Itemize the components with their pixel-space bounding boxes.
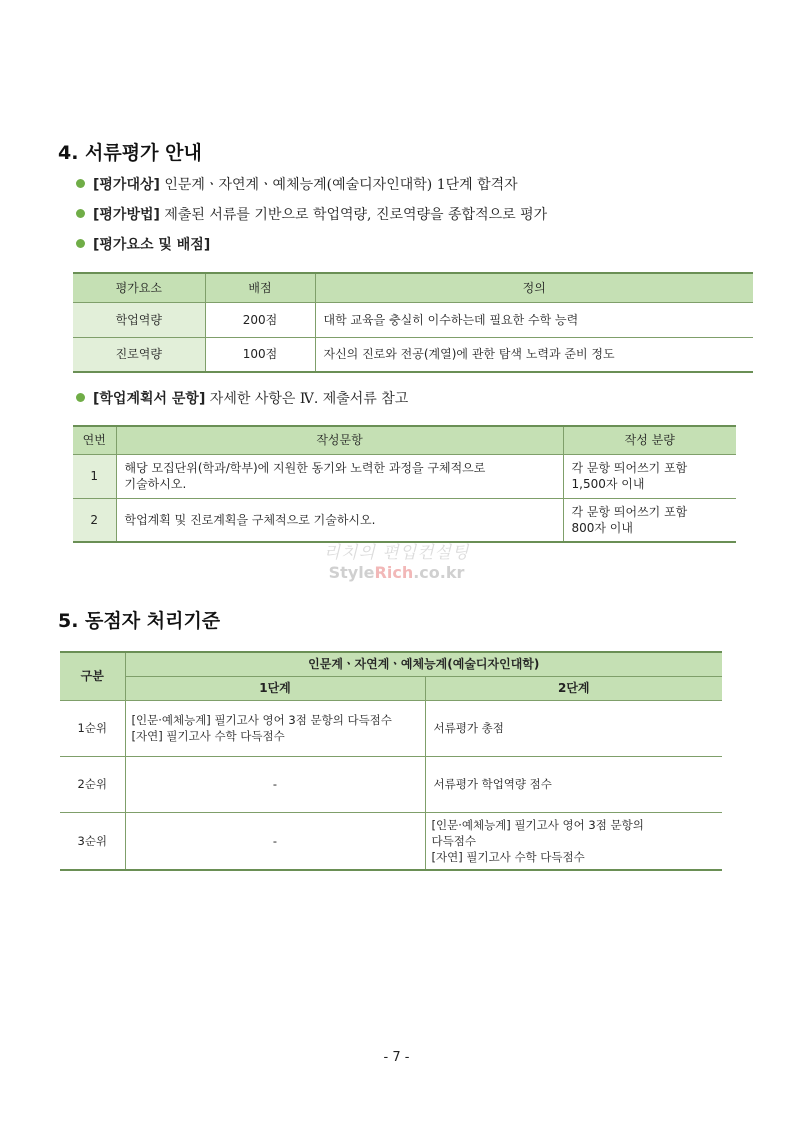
question-cell	[116, 498, 563, 542]
bullet-dot-icon	[76, 393, 85, 402]
tiebreak-table	[60, 651, 722, 871]
bullet-dot-icon	[76, 179, 85, 188]
table-row	[73, 337, 753, 372]
header-cell: 평가요소	[73, 273, 205, 302]
watermark-brand-a: Style	[328, 563, 375, 582]
bullet-study-plan	[76, 390, 408, 408]
question-cell	[116, 454, 563, 498]
bullet-key: [평가방법]	[93, 207, 160, 223]
header-cell: 작성문항	[116, 426, 563, 454]
number-cell: 1	[73, 454, 116, 498]
stage-2-cell	[425, 812, 722, 870]
table-row	[73, 498, 736, 542]
table-row	[73, 302, 753, 337]
length-cell	[563, 498, 736, 542]
criterion-line: [인문·예체능계] 필기고사 영어 3점 문항의 다득점수	[131, 713, 392, 727]
question-line: 학업계획 및 진로계획을 구체적으로 기술하시오.	[124, 512, 376, 527]
stage-1-cell: -	[125, 812, 425, 870]
header-cell: 작성 분량	[563, 426, 736, 454]
bullet-value: 제출된 서류를 기반으로 학업역량, 진로역량을 종합적으로 평가	[164, 207, 548, 223]
bullet-eval-method	[76, 206, 547, 224]
table-row	[73, 454, 736, 498]
stage-2-header: 2단계	[425, 676, 722, 700]
table-header-row	[73, 273, 753, 302]
table-row	[60, 812, 722, 870]
bullet-value: 인문계ㆍ자연계ㆍ예체능계(예술디자인대학) 1단계 합격자	[164, 177, 518, 193]
number-cell: 2	[73, 498, 116, 542]
criterion-line: [자연] 필기고사 수학 다득점수	[131, 729, 285, 743]
length-line: 각 문항 띄어쓰기 포함	[571, 504, 688, 519]
bullet-value: 자세한 사항은 Ⅳ. 제출서류 참고	[209, 391, 409, 407]
group-header: 인문계ㆍ자연계ㆍ예체능계(예술디자인대학)	[125, 652, 722, 676]
question-line: 해당 모집단위(학과/학부)에 지원한 동기와 노력한 과정을 구체적으로	[124, 461, 486, 475]
criterion-line: 다득점수	[431, 833, 476, 848]
length-line: 1,500자 이내	[571, 477, 645, 491]
definition-cell: 자신의 진로와 전공(계열)에 관한 탐색 노력과 준비 정도	[315, 337, 753, 372]
watermark-brand-b: Rich	[374, 563, 414, 582]
eval-elements-table	[73, 272, 753, 373]
section-5-title: 5. 동점자 처리기준	[58, 610, 221, 632]
watermark-brand	[0, 563, 793, 582]
criterion-line: 서류평가 총점	[433, 721, 504, 735]
table-row	[60, 700, 722, 756]
score-cell: 200점	[205, 302, 315, 337]
question-line: 기술하시오.	[124, 477, 187, 491]
element-cell: 학업역량	[73, 302, 205, 337]
page-number: - 7 -	[383, 1050, 410, 1065]
category-header: 구분	[60, 652, 125, 700]
length-cell	[563, 454, 736, 498]
bullet-eval-target	[76, 176, 518, 194]
stage-1-header: 1단계	[125, 676, 425, 700]
length-line: 800자 이내	[571, 520, 633, 535]
stage-1-cell	[125, 700, 425, 756]
watermark-text: 리치의 편입컨설팅	[323, 543, 470, 563]
stage-1-cell: -	[125, 756, 425, 812]
table-header-row	[73, 426, 736, 454]
study-plan-table	[73, 425, 736, 543]
table-header-row	[60, 652, 722, 676]
rank-cell: 3순위	[60, 812, 125, 870]
section-4-title: 4. 서류평가 안내	[58, 142, 202, 164]
bullet-dot-icon	[76, 209, 85, 218]
score-cell: 100점	[205, 337, 315, 372]
header-cell: 배점	[205, 273, 315, 302]
header-cell: 정의	[315, 273, 753, 302]
bullet-dot-icon	[76, 239, 85, 248]
criterion-line: [인문·예체능계] 필기고사 영어 3점 문항의	[431, 817, 644, 832]
stage-2-cell: 서류평가 학업역량 점수	[425, 756, 722, 812]
definition-cell: 대학 교육을 충실히 이수하는데 필요한 수학 능력	[315, 302, 753, 337]
table-row	[60, 756, 722, 812]
bullet-key: [평가요소 및 배점]	[93, 237, 211, 253]
rank-cell: 1순위	[60, 700, 125, 756]
watermark-brand-c: .co.kr	[413, 563, 465, 582]
bullet-key: [학업계획서 문항]	[93, 391, 206, 407]
element-cell: 진로역량	[73, 337, 205, 372]
bullet-eval-elements	[76, 236, 210, 254]
table-header-row	[60, 676, 722, 700]
rank-cell: 2순위	[60, 756, 125, 812]
length-line: 각 문항 띄어쓰기 포함	[571, 461, 688, 475]
bullet-key: [평가대상]	[93, 177, 160, 193]
criterion-line: [자연] 필기고사 수학 다득점수	[431, 849, 585, 864]
stage-2-cell	[425, 700, 722, 756]
header-cell: 연번	[73, 426, 116, 454]
